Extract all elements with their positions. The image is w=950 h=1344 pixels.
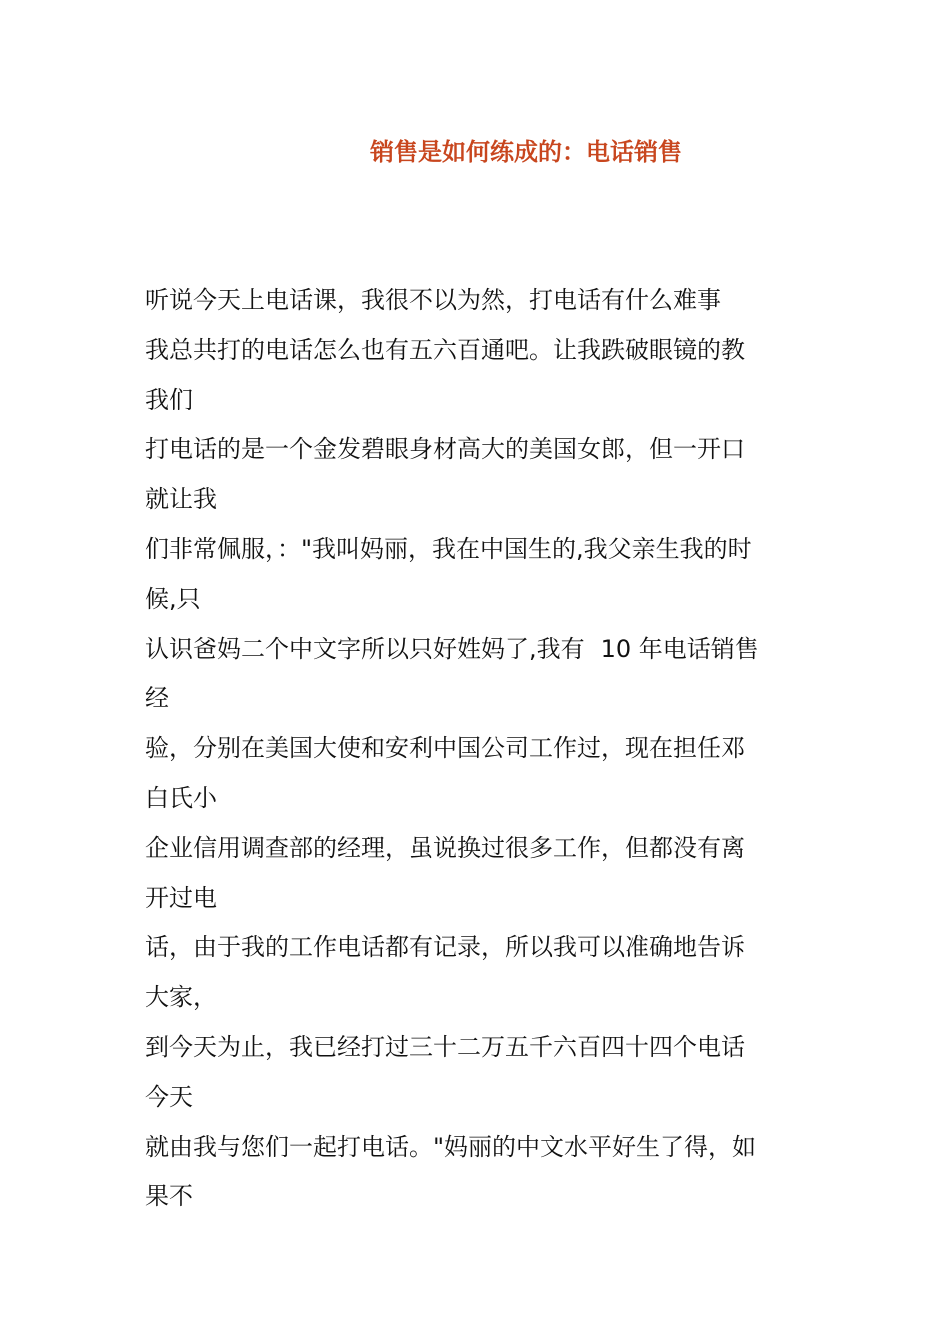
text-segment-number: 10 年电话销售 (600, 634, 759, 663)
text-line: 开过电 (145, 883, 217, 912)
text-line: 到今天为止，我已经打过三十二万五千六百四十四个电话 (145, 1032, 745, 1061)
document-body (145, 276, 825, 1222)
text-line: 就让我 (145, 485, 217, 514)
text-line: 我总共打的电话怎么也有五六百通吧。让我跌破眼镜的教 (145, 335, 745, 364)
text-line: 企业信用调查部的经理，虽说换过很多工作，但都没有离 (145, 833, 745, 862)
text-line: 候,只 (145, 584, 201, 613)
text-line: 我们 (145, 385, 193, 414)
text-line: 们非常佩服，："我叫妈丽，我在中国生的,我父亲生我的时 (145, 534, 752, 563)
text-line: 经 (145, 684, 169, 713)
document-title: 销售是如何练成的：电话销售 (370, 138, 682, 166)
text-line: 白氏小 (145, 783, 217, 812)
text-line: 今天 (145, 1082, 193, 1111)
text-line-mixed (145, 625, 825, 675)
text-line: 果不 (145, 1182, 193, 1211)
text-line: 大家， (145, 983, 217, 1012)
text-line: 就由我与您们一起打电话。"妈丽的中文水平好生了得，如 (145, 1132, 757, 1161)
text-line: 验，分别在美国大使和安利中国公司工作过，现在担任邓 (145, 734, 745, 763)
text-line: 听说今天上电话课，我很不以为然，打电话有什么难事 (145, 286, 721, 314)
text-segment: 认识爸妈二个中文字所以只好姓妈了,我有 (145, 634, 585, 663)
text-line: 打电话的是一个金发碧眼身材高大的美国女郎，但一开口 (145, 435, 745, 464)
text-line: 话，由于我的工作电话都有记录，所以我可以准确地告诉 (145, 933, 745, 962)
